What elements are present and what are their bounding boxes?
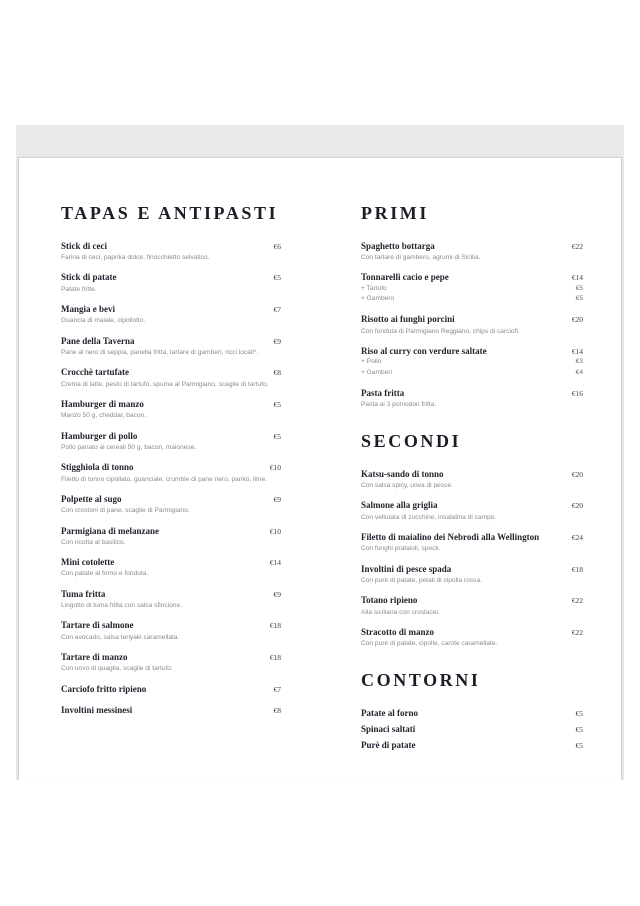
item-description: Con fonduta di Parmigiano Reggiano, chips di carciofi. — [361, 327, 520, 335]
item-row — [61, 705, 281, 716]
menu-column-2 — [361, 204, 583, 758]
item-name: Spinaci saltati — [361, 724, 416, 735]
item-description: Con patate al forno e fonduta. — [61, 570, 149, 578]
menu-item-stick-di-patate — [61, 272, 281, 294]
menu-item-pur-di-patate — [361, 740, 583, 751]
item-name: Riso al curry con verdure saltate — [361, 345, 487, 356]
item-description: Con funghi prataioli, speck. — [361, 545, 441, 553]
menu-item-spaghetto-bottarga — [361, 241, 583, 263]
item-row — [61, 367, 281, 378]
menu-item-parmigiana-di-melanzane — [61, 526, 281, 548]
item-name: Spaghetto bottarga — [361, 240, 435, 251]
item-row — [61, 589, 281, 600]
extra-label: + Tartufo — [361, 284, 387, 292]
menu-page — [18, 157, 622, 780]
menu-item-stick-di-ceci — [61, 241, 281, 263]
item-extra-gambero — [361, 294, 583, 305]
item-price: €5 — [575, 725, 583, 735]
item-row — [61, 494, 281, 505]
item-name: Stracotto di manzo — [361, 626, 434, 637]
item-row — [61, 431, 281, 442]
item-name: Stigghiola di tonno — [61, 462, 134, 473]
item-name: Crocchè tartufate — [61, 367, 130, 378]
menu-item-spinaci-saltati — [361, 724, 583, 735]
item-price: €7 — [273, 684, 281, 694]
item-price: €8 — [273, 705, 281, 715]
item-price: €22 — [571, 627, 583, 637]
item-row — [361, 595, 583, 606]
menu-item-pane-della-taverna — [61, 336, 281, 358]
menu-item-carciofo-fritto-ripieno — [61, 684, 281, 695]
extra-price: €5 — [575, 284, 583, 292]
item-description: Alla siciliana con crostacei. — [361, 608, 440, 616]
item-description: Filetto di tonno cipollato, guanciale, crumble di pane nero, panko, lime. — [61, 475, 267, 483]
menu-item-salmone-alla-griglia — [361, 500, 583, 522]
item-row — [361, 708, 583, 719]
menu-item-stracotto-di-manzo — [361, 627, 583, 649]
item-name: Totano ripieno — [361, 595, 418, 606]
item-extra-pollo — [361, 357, 583, 368]
item-row — [61, 620, 281, 631]
menu-item-filetto-di-maialino-dei-nebrodi-alla-wellington — [361, 532, 583, 554]
section-secondi — [361, 432, 583, 649]
item-price: €20 — [571, 501, 583, 511]
item-name: Hamburger di manzo — [61, 399, 144, 409]
item-name: Carciofo fritto ripieno — [61, 683, 147, 694]
item-description: Crema di latte, pesto di tartufo, spuma al Parmigiano, scaglie di tartufo. — [61, 380, 269, 388]
item-name: Tartare di salmone — [61, 620, 134, 631]
item-description: Con ricotta al basilico. — [61, 538, 126, 546]
item-row — [361, 346, 583, 357]
extra-label: + Pollo — [361, 358, 382, 366]
extra-price: €5 — [575, 295, 583, 303]
item-row — [61, 462, 281, 473]
item-row — [361, 314, 583, 325]
extra-price: €4 — [575, 368, 583, 376]
item-row — [361, 272, 583, 283]
item-name: Involtini messinesi — [61, 704, 133, 715]
item-row — [361, 740, 583, 751]
item-price: €20 — [571, 469, 583, 479]
item-price: €18 — [269, 621, 281, 631]
item-name: Tuma fritta — [61, 588, 106, 599]
item-price: €5 — [273, 431, 281, 441]
item-price: €5 — [273, 400, 281, 409]
item-price: €24 — [571, 532, 583, 542]
item-row — [361, 564, 583, 575]
item-description: Con purè di patate, petali di cipolla rossa. — [361, 576, 482, 584]
item-price: €18 — [571, 564, 583, 574]
item-description: Con purè di patate, cipolle, carote caramellate. — [361, 640, 498, 648]
item-price: €7 — [273, 305, 281, 315]
item-name: Filetto di maialino dei Nebrodi alla Wellington — [361, 531, 540, 542]
item-price: €9 — [273, 494, 281, 504]
item-name: Mangia e bevi — [61, 304, 115, 315]
item-name: Stick di patate — [61, 272, 117, 283]
item-description: Con uovo di quaglia, scaglie di tartufo. — [61, 665, 173, 673]
menu-item-tartare-di-manzo — [61, 652, 281, 674]
item-row — [61, 272, 281, 283]
item-row — [61, 526, 281, 537]
item-description: Pasta ai 3 pomodori fritta. — [361, 401, 437, 409]
item-row — [61, 399, 281, 410]
item-price: €5 — [273, 273, 281, 283]
item-name: Polpette al sugo — [61, 493, 122, 504]
item-price: €16 — [571, 388, 583, 398]
item-description: Pane al nero di seppia, panella fritta, tartare di gamberi, ricci locali*. — [61, 348, 259, 356]
item-row — [361, 724, 583, 735]
menu-item-mangia-e-bevi — [61, 304, 281, 326]
menu-item-tonnarelli-cacio-e-pepe — [361, 272, 583, 304]
item-name: Purè di patate — [361, 740, 416, 751]
item-name: Hamburger di pollo — [61, 430, 138, 441]
item-row — [361, 500, 583, 511]
menu-item-katsu-sando-di-tonno — [361, 469, 583, 491]
item-price: €10 — [269, 526, 281, 536]
section-tapas-e-antipasti — [61, 204, 281, 716]
item-description: Patate fritte. — [61, 285, 97, 293]
item-row — [61, 241, 281, 252]
item-price: €14 — [269, 558, 281, 568]
document-viewer-panel — [16, 125, 624, 780]
menu-item-tartare-di-salmone — [61, 620, 281, 642]
section-title-secondi: SECONDI — [361, 430, 462, 451]
menu-item-stigghiola-di-tonno — [61, 462, 281, 484]
item-price: €10 — [269, 463, 281, 473]
item-description: Guancia di maiale, cipollotto. — [61, 317, 146, 325]
menu-item-hamburger-di-manzo — [61, 399, 281, 421]
item-row — [61, 304, 281, 315]
item-name: Risotto ai funghi porcini — [361, 314, 455, 325]
menu-item-riso-al-curry-con-verdure-saltate — [361, 346, 583, 378]
item-row — [361, 241, 583, 252]
section-title-contorni: CONTORNI — [361, 670, 481, 691]
item-description: Farina di ceci, paprika dolce, finocchietto selvatico. — [61, 254, 210, 262]
item-name: Tartare di manzo — [61, 652, 128, 663]
item-price: €14 — [571, 346, 583, 356]
item-extra-tartufo — [361, 284, 583, 295]
extra-price: €3 — [575, 358, 583, 366]
item-description: Manzo 50 g, cheddar, bacon. — [61, 412, 147, 420]
menu-item-risotto-ai-funghi-porcini — [361, 314, 583, 336]
item-extra-gamberi — [361, 368, 583, 379]
item-price: €8 — [273, 368, 281, 378]
item-price: €5 — [575, 708, 583, 718]
menu-item-mini-cotolette — [61, 557, 281, 579]
menu-item-totano-ripieno — [361, 595, 583, 617]
item-row — [61, 652, 281, 663]
item-name: Katsu-sando di tonno — [361, 468, 444, 479]
menu-column-1 — [61, 204, 281, 758]
item-price: €5 — [575, 741, 583, 751]
item-name: Tonnarelli cacio e pepe — [361, 272, 449, 283]
item-description: Con vellutata di zucchine, insalatina di campo. — [361, 513, 497, 521]
item-name: Involtini di pesce spada — [361, 563, 452, 574]
menu-item-involtini-di-pesce-spada — [361, 564, 583, 586]
menu-item-hamburger-di-pollo — [61, 431, 281, 453]
item-row — [361, 388, 583, 399]
extra-label: + Gamberi — [361, 368, 392, 376]
menu-content — [19, 158, 621, 758]
menu-item-pasta-fritta — [361, 388, 583, 410]
item-row — [361, 627, 583, 638]
item-price: €18 — [269, 653, 281, 663]
menu-item-involtini-messinesi — [61, 705, 281, 716]
item-name: Parmigiana di melanzane — [61, 525, 159, 536]
item-description: Pollo panato ai cereali 50 g, bacon, maionese. — [61, 443, 197, 451]
item-description: Con tartare di gambero, agrumi di Sicilia. — [361, 254, 481, 262]
item-name: Pane della Taverna — [61, 335, 135, 346]
extra-label: + Gambero — [361, 295, 395, 303]
section-primi — [361, 204, 583, 410]
menu-item-polpette-al-sugo — [61, 494, 281, 516]
item-description: Lingotto di tuma fritta con salsa sfincione. — [61, 602, 182, 610]
item-price: €9 — [273, 589, 281, 599]
item-description: Con crostoni di pane, scaglie di Parmigiano. — [61, 507, 190, 515]
item-name: Stick di ceci — [61, 240, 107, 251]
item-name: Pasta fritta — [361, 387, 405, 398]
item-price: €22 — [571, 596, 583, 606]
section-contorni — [361, 671, 583, 752]
item-price: €22 — [571, 241, 583, 251]
item-name: Salmone alla griglia — [361, 500, 438, 511]
menu-item-tuma-fritta — [61, 589, 281, 611]
item-price: €20 — [571, 315, 583, 325]
item-price: €14 — [571, 273, 583, 283]
item-description: Con avocado, salsa teriyaki caramellata. — [61, 633, 180, 641]
section-title-tapas-e-antipasti: TAPAS E ANTIPASTI — [61, 203, 279, 223]
item-row — [61, 336, 281, 347]
item-description: Con salsa spicy, uova di pesce. — [361, 481, 453, 489]
item-row — [61, 684, 281, 695]
item-row — [361, 532, 583, 543]
item-row — [61, 557, 281, 568]
menu-item-patate-al-forno — [361, 708, 583, 719]
section-title-primi: PRIMI — [361, 203, 429, 223]
item-name: Patate al forno — [361, 707, 418, 718]
item-name: Mini cotolette — [61, 557, 115, 568]
menu-item-crocch-tartufate — [61, 367, 281, 389]
item-price: €6 — [273, 241, 281, 251]
item-row — [361, 469, 583, 480]
item-price: €9 — [273, 336, 281, 346]
